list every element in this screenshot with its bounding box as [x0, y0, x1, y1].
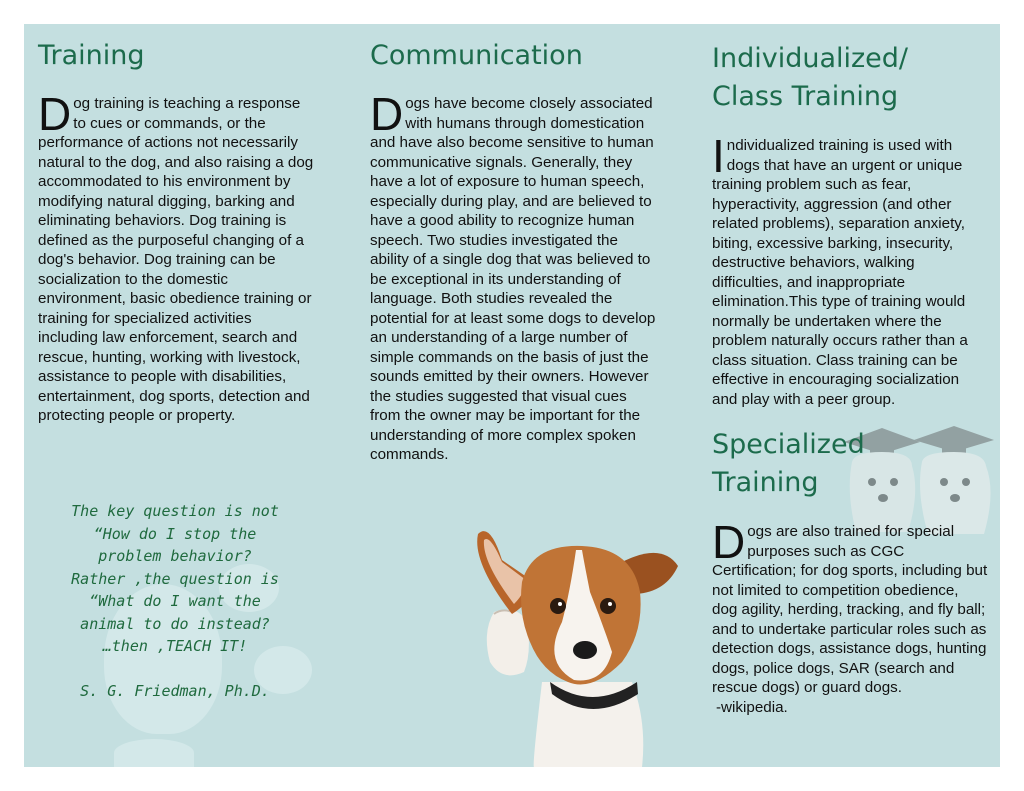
individualized-dropcap: I — [712, 130, 725, 182]
communication-body: Dogs have become closely associated with humans through domestication and have also become sensitive to human communicative signals. Generally, they have a lot of exposure to human speech, especially during play, and are believed to have a good ability to recognize human speech. Two studies investigated the ability of a single dog that was believed to be exceptional in its understanding of language. Both studies revealed the potential for at least some dogs to develop an understanding of a large number of simple commands on the basis of just the sounds emitted by their owners. However the studies suggested that visual cues from the owner may be important for the understanding of more complex spoken commands. — [370, 88, 656, 463]
individualized-heading: Individualized/ Class Training — [712, 43, 909, 112]
specialized-body: Dogs are also trained for special purposes such as CGC Certification; for dog sports, including but not limited to competition obedience, dog agility, herding, tracking, and fly ball; and to undertake particular roles such as detection dogs, assistance dogs, hunting dogs, police dogs, SAR (search and rescue dogs) or guard dogs. — [712, 516, 988, 696]
training-body: Dog training is teaching a response to cues or commands, or the performance of actions not necessarily natural to the dog, and also raising a dog accommodated to his environment by modifying natural digging, barking and eliminating behaviors. Dog training is defined as the purposeful changing of a dog's behavior. Dog training can be socialization to the domestic environment, basic obedience training or training for specialized activities including law enforcement, search and rescue, hunting, working with livestock, assistance to people with disabilities, entertainment, dog sports, detection and protecting people or property. — [38, 88, 314, 424]
training-column — [38, 24, 314, 426]
quote-line: The key question is not — [71, 502, 279, 520]
specialized-dropcap: D — [712, 516, 746, 568]
quote-line: “What do I want the — [89, 592, 261, 610]
communication-dropcap: D — [370, 88, 404, 140]
brochure-panel — [24, 24, 1000, 767]
specialized-source: -wikipedia. — [716, 698, 788, 716]
quote-line: problem behavior? — [98, 547, 252, 565]
communication-column — [370, 24, 656, 465]
communication-heading: Communication — [370, 40, 583, 71]
specialized-column — [712, 426, 988, 717]
quote-line: “How do I stop the — [93, 524, 257, 543]
specialized-heading: Specialized Training — [712, 429, 865, 498]
quote-author: S. G. Friedman, Ph.D. — [80, 681, 270, 700]
training-dropcap: D — [38, 88, 72, 140]
individualized-body: Individualized training is used with dogs that have an urgent or unique training problem such as fear, hyperactivity, aggression (and other related problems), separation anxiety, biting, excessive barking, insecurity, destructive behaviors, walking difficulties, and inappropriate elimination.This type of training would normally be undertaken where the problem naturally occurs rather than a class situation. Class training can be effective in encouraging socialization and play with a peer group. — [712, 130, 968, 408]
quote-line: …then ,TEACH IT! — [102, 637, 248, 655]
quote-line: animal to do instead? — [80, 614, 270, 633]
friedman-quote — [44, 500, 306, 702]
individualized-column — [712, 24, 988, 409]
training-heading: Training — [38, 40, 145, 71]
jack-russell-hand-to-ear-icon — [472, 522, 684, 767]
quote-line: Rather ,the question is — [71, 569, 279, 588]
